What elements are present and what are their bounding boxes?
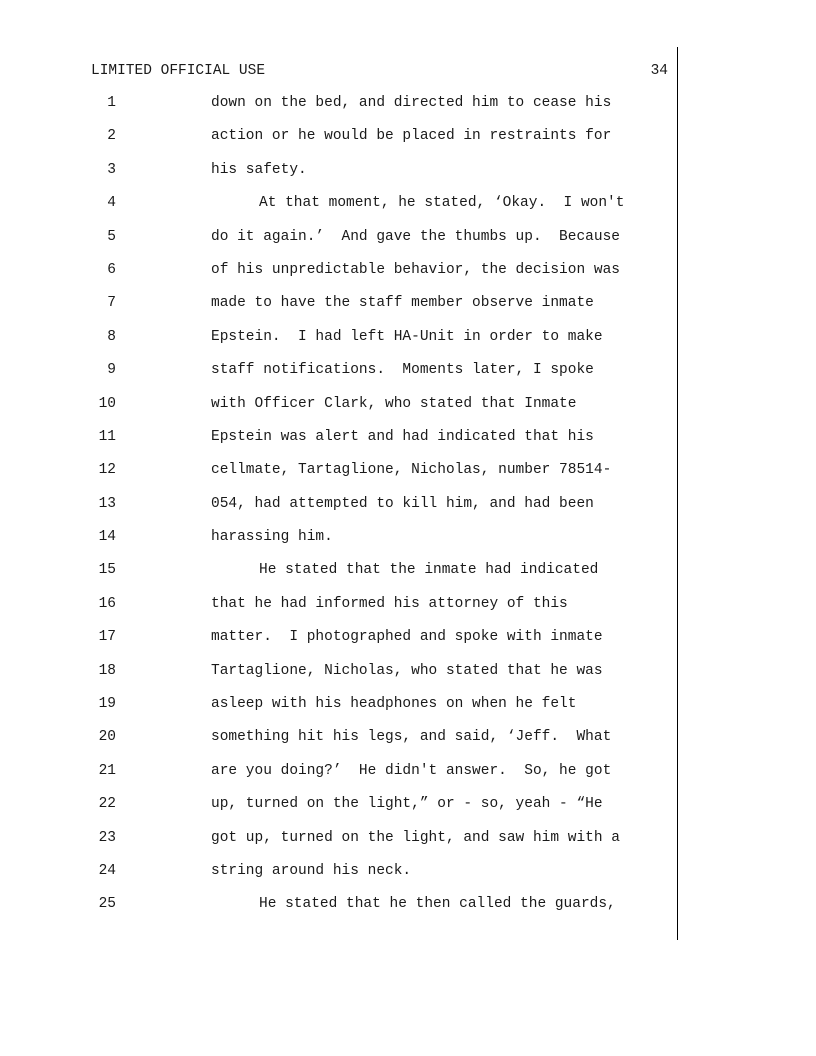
transcript-line [0, 762, 816, 795]
line-text: down on the bed, and directed him to cease his [211, 95, 612, 111]
transcript-line [0, 94, 816, 127]
line-number: 4 [107, 195, 116, 212]
line-number: 1 [107, 95, 116, 111]
line-number: 23 [98, 829, 116, 846]
transcript-line [0, 728, 816, 761]
transcript-line [0, 829, 816, 862]
transcript-line [0, 294, 816, 327]
line-number: 14 [98, 529, 116, 546]
page-number: 34 [650, 63, 668, 79]
transcript-line [0, 161, 816, 194]
transcript-body [0, 94, 816, 929]
line-text: something hit his legs, and said, ‘Jeff. What [211, 729, 612, 746]
transcript-line [0, 361, 816, 394]
line-number: 17 [98, 629, 116, 646]
line-number: 9 [107, 362, 116, 379]
line-text: Tartaglione, Nicholas, who stated that he was [211, 662, 603, 679]
line-number: 11 [98, 428, 116, 445]
line-text: are you doing?’ He didn't answer. So, he got [211, 762, 612, 779]
line-text: asleep with his headphones on when he felt [211, 696, 577, 713]
line-text: do it again.’ And gave the thumbs up. Because [211, 228, 620, 245]
transcript-line [0, 662, 816, 695]
transcript-line [0, 428, 816, 461]
transcript-line [0, 395, 816, 428]
transcript-line [0, 495, 816, 528]
transcript-line [0, 595, 816, 628]
line-text: with Officer Clark, who stated that Inmate [211, 395, 577, 412]
line-text: up, turned on the light,” or - so, yeah - “He [211, 796, 603, 813]
line-text: Epstein. I had left HA-Unit in order to make [211, 328, 603, 345]
transcript-line [0, 194, 816, 227]
classification-header: LIMITED OFFICIAL USE [91, 63, 266, 79]
line-text: action or he would be placed in restraints for [211, 128, 612, 145]
line-text: He stated that he then called the guards, [259, 896, 616, 913]
line-text: He stated that the inmate had indicated [259, 562, 599, 579]
transcript-line [0, 895, 816, 928]
line-number: 6 [107, 261, 116, 278]
line-text: made to have the staff member observe inmate [211, 295, 594, 312]
line-number: 2 [107, 128, 116, 145]
line-text: At that moment, he stated, ‘Okay. I won't [259, 195, 625, 212]
transcript-line [0, 261, 816, 294]
transcript-line [0, 862, 816, 895]
line-number: 18 [98, 662, 116, 679]
line-number: 8 [107, 328, 116, 345]
line-text: 054, had attempted to kill him, and had been [211, 495, 594, 512]
transcript-line [0, 561, 816, 594]
transcript-line [0, 528, 816, 561]
line-number: 12 [98, 462, 116, 479]
transcript-line [0, 795, 816, 828]
line-number: 25 [98, 896, 116, 913]
line-text: string around his neck. [211, 862, 412, 879]
transcript-line [0, 328, 816, 361]
line-number: 19 [98, 696, 116, 713]
line-number: 10 [98, 395, 116, 412]
line-number: 15 [98, 562, 116, 579]
line-number: 21 [98, 762, 116, 779]
line-number: 7 [107, 295, 116, 312]
line-number: 13 [98, 495, 116, 512]
transcript-line [0, 695, 816, 728]
line-text: of his unpredictable behavior, the decision was [211, 261, 620, 278]
line-text: his safety. [211, 161, 307, 178]
line-number: 22 [98, 796, 116, 813]
line-text: that he had informed his attorney of this [211, 595, 568, 612]
transcript-line [0, 461, 816, 494]
line-text: staff notifications. Moments later, I spoke [211, 362, 594, 379]
transcript-line [0, 628, 816, 661]
line-text: Epstein was alert and had indicated that his [211, 428, 594, 445]
line-text: harassing him. [211, 529, 333, 546]
transcript-line [0, 228, 816, 261]
line-text: matter. I photographed and spoke with inmate [211, 629, 603, 646]
line-text: got up, turned on the light, and saw him with a [211, 829, 620, 846]
line-text: cellmate, Tartaglione, Nicholas, number 78514- [211, 462, 612, 479]
line-number: 3 [107, 161, 116, 178]
line-number: 16 [98, 595, 116, 612]
transcript-line [0, 127, 816, 160]
line-number: 20 [98, 729, 116, 746]
line-number: 24 [98, 862, 116, 879]
line-number: 5 [107, 228, 116, 245]
